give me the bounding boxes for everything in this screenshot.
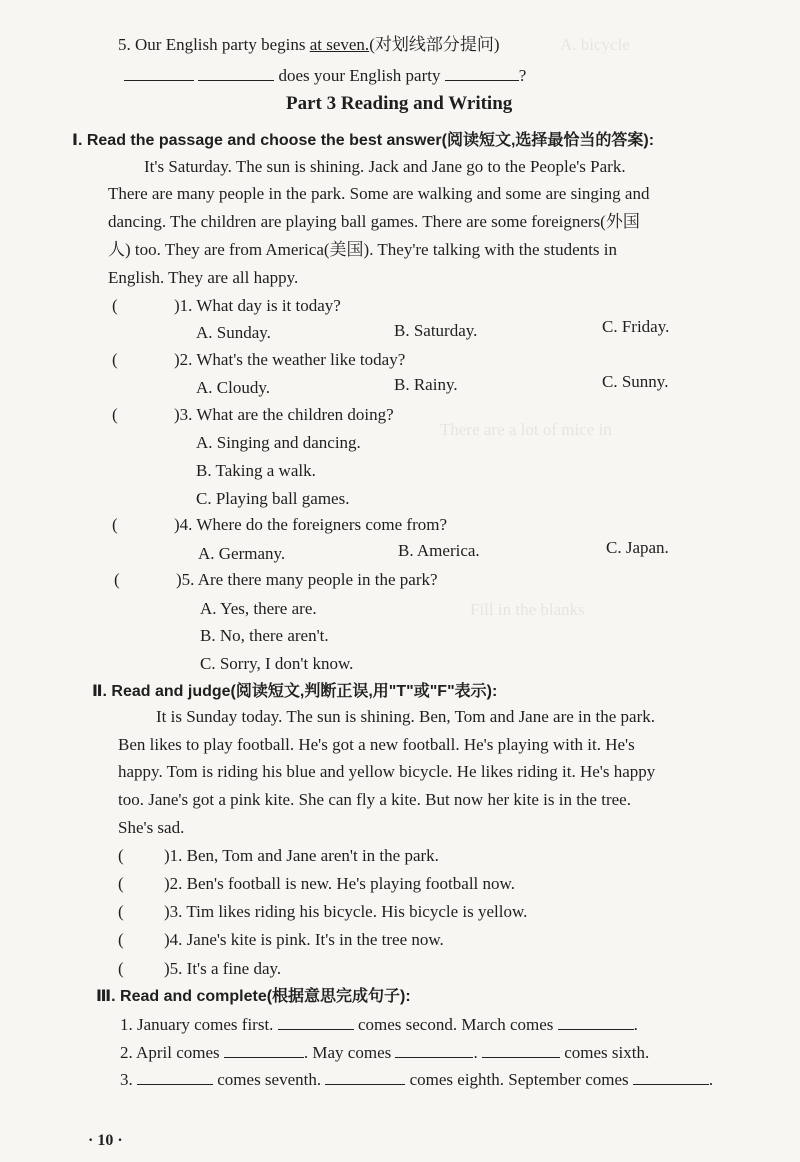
- q5-instruction: (对划线部分提问): [369, 35, 500, 54]
- option-c[interactable]: C. Playing ball games.: [196, 489, 350, 508]
- q5-text: Our English party begins: [135, 35, 306, 54]
- section2-passage-line: She's sad.: [118, 818, 185, 837]
- option-c[interactable]: C. Friday.: [602, 317, 670, 336]
- section2-heading: Ⅱ. Read and judge(阅读短文,判断正误,用"T"或"F"表示):: [92, 683, 498, 700]
- answer-parenthesis[interactable]: (: [118, 930, 124, 949]
- section2-passage-line: Ben likes to play football. He's got a new football. He's playing with it. He's: [118, 735, 635, 754]
- judge-statement: )1. Ben, Tom and Jane aren't in the park.: [164, 846, 439, 865]
- bleed-through-text: There are a lot of mice in: [440, 420, 612, 439]
- answer-blank[interactable]: [198, 64, 274, 81]
- answer-parenthesis[interactable]: (: [118, 874, 124, 893]
- mc-question: [114, 569, 438, 591]
- complete-text: 3.: [120, 1070, 133, 1089]
- option-a[interactable]: A. Singing and dancing.: [196, 433, 361, 452]
- option-a[interactable]: A. Germany.: [198, 544, 286, 563]
- judge-statement: )4. Jane's kite is pink. It's in the tree now.: [164, 930, 444, 949]
- mc-question: [112, 514, 447, 536]
- answer-blank[interactable]: [558, 1013, 634, 1030]
- section1-passage-line: 人) too. They are from America(美国). They're talking with the students in: [108, 240, 618, 259]
- option-a[interactable]: A. Sunday.: [196, 323, 271, 342]
- section3-heading: Ⅲ. Read and complete(根据意思完成句子):: [96, 988, 411, 1005]
- judge-item: [118, 873, 515, 895]
- option-c[interactable]: C. Sorry, I don't know.: [200, 654, 354, 673]
- answer-parenthesis[interactable]: (: [114, 570, 120, 589]
- part-title: Part 3 Reading and Writing: [286, 93, 513, 114]
- option-c[interactable]: C. Japan.: [606, 538, 669, 557]
- page-number: · 10 ·: [88, 1132, 123, 1149]
- judge-statement: )3. Tim likes riding his bicycle. His bicycle is yellow.: [164, 902, 528, 921]
- option-a[interactable]: A. Yes, there are.: [200, 599, 317, 618]
- answer-blank[interactable]: [395, 1041, 473, 1058]
- mc-question: [112, 349, 405, 371]
- section1-passage-line: dancing. The children are playing ball games. There are some foreigners(外国: [108, 212, 640, 231]
- section1-passage-line: There are many people in the park. Some are walking and some are singing and: [108, 184, 650, 203]
- answer-parenthesis[interactable]: (: [112, 515, 118, 534]
- complete-line: 3. comes seventh. comes eighth. September comes .: [120, 1070, 714, 1089]
- complete-line: 2. April comes . May comes . comes sixth.: [120, 1043, 650, 1062]
- section2-passage-line: It is Sunday today. The sun is shining. Ben, Tom and Jane are in the park.: [156, 707, 655, 726]
- question-number: )4.: [174, 515, 193, 534]
- judge-item: [118, 929, 444, 951]
- bleed-through-text: Fill in the blanks: [470, 600, 585, 619]
- answer-parenthesis[interactable]: (: [118, 959, 124, 978]
- complete-text: . May comes: [303, 1043, 392, 1062]
- section1-heading: Ⅰ. Read the passage and choose the best answer(阅读短文,选择最恰当的答案):: [72, 132, 655, 149]
- answer-blank[interactable]: [278, 1013, 354, 1030]
- question-text: What day is it today?: [196, 296, 341, 315]
- answer-parenthesis[interactable]: (: [112, 296, 118, 315]
- question-number: )3.: [174, 405, 193, 424]
- mc-question: [112, 404, 394, 426]
- question-number: )5.: [176, 570, 195, 589]
- bleed-through-text: A. bicycle: [560, 35, 630, 54]
- option-b[interactable]: B. No, there aren't.: [200, 626, 329, 645]
- answer-blank[interactable]: [482, 1041, 560, 1058]
- complete-text: comes eighth. September comes: [409, 1070, 629, 1089]
- complete-text: comes second. March comes: [357, 1015, 554, 1034]
- option-b[interactable]: B. America.: [398, 541, 480, 560]
- q5-question-mark: ?: [518, 66, 527, 85]
- mc-question: [112, 295, 341, 317]
- option-b[interactable]: B. Saturday.: [394, 321, 478, 340]
- answer-blank[interactable]: [124, 64, 194, 81]
- complete-text: 1. January comes first.: [120, 1015, 274, 1034]
- complete-text: 2. April comes: [120, 1043, 220, 1062]
- q5-line: [118, 34, 500, 56]
- answer-parenthesis[interactable]: (: [118, 902, 124, 921]
- answer-parenthesis[interactable]: (: [118, 846, 124, 865]
- complete-line: 1. January comes first. comes second. March comes .: [120, 1015, 638, 1034]
- answer-blank[interactable]: [137, 1068, 213, 1085]
- question-text: Are there many people in the park?: [197, 570, 438, 589]
- option-c[interactable]: C. Sunny.: [602, 372, 669, 391]
- option-b[interactable]: B. Rainy.: [394, 375, 458, 394]
- answer-blank[interactable]: [325, 1068, 405, 1085]
- option-b[interactable]: B. Taking a walk.: [196, 461, 316, 480]
- section2-passage-line: happy. Tom is riding his blue and yellow bicycle. He likes riding it. He's happy: [118, 762, 656, 781]
- judge-item: [118, 845, 439, 867]
- question-text: Where do the foreigners come from?: [196, 515, 448, 534]
- section1-passage-line: It's Saturday. The sun is shining. Jack and Jane go to the People's Park.: [144, 157, 626, 176]
- q5-answer-text: does your English party: [278, 66, 441, 85]
- judge-statement: )2. Ben's football is new. He's playing football now.: [164, 874, 515, 893]
- question-number: )1.: [174, 296, 193, 315]
- q5-number: 5.: [118, 35, 131, 54]
- option-a[interactable]: A. Cloudy.: [196, 378, 270, 397]
- judge-item: [118, 958, 281, 980]
- question-number: )2.: [174, 350, 193, 369]
- judge-statement: )5. It's a fine day.: [164, 959, 282, 978]
- section2-passage-line: too. Jane's got a pink kite. She can fly a kite. But now her kite is in the tree.: [118, 790, 631, 809]
- q5-underlined-text: at seven.: [309, 35, 370, 54]
- complete-text: comes seventh.: [217, 1070, 322, 1089]
- question-text: What are the children doing?: [196, 405, 394, 424]
- complete-text: comes sixth.: [564, 1043, 650, 1062]
- section1-passage-line: English. They are all happy.: [108, 268, 299, 287]
- answer-parenthesis[interactable]: (: [112, 405, 118, 424]
- answer-blank[interactable]: [224, 1041, 304, 1058]
- answer-parenthesis[interactable]: (: [112, 350, 118, 369]
- judge-item: [118, 901, 527, 923]
- answer-blank[interactable]: [633, 1068, 709, 1085]
- question-text: What's the weather like today?: [196, 350, 406, 369]
- answer-blank[interactable]: [445, 64, 519, 81]
- q5-answer-line: [124, 64, 526, 87]
